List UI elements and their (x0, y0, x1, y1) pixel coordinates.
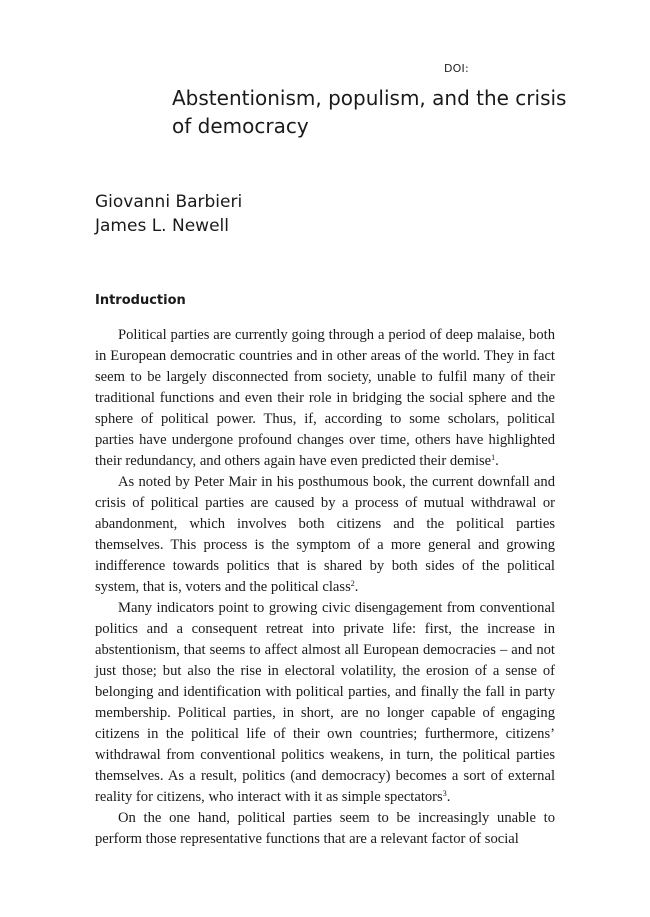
paragraph-end: . (446, 789, 451, 805)
author-name: James L. Newell (95, 216, 229, 236)
footnote-marker[interactable]: 3 (442, 789, 447, 798)
footnote-marker[interactable]: 1 (491, 453, 496, 462)
paragraph-text: Political parties are currently going through a period of deep malaise, both in European democratic countries and in other areas of the world. They in fact seem to be largely disconnected from society, unable to fulfil many of their traditional functions and even their role in bridging the social sphere and the sphere of political power. Thus, if, according to some scholars, political parties have undergone profound changes over time, others have highlighted their redundancy, and others again have even predicted their demise (95, 327, 555, 469)
footnote-marker[interactable]: 2 (350, 579, 355, 588)
paragraph (95, 325, 555, 472)
paragraph-text: As noted by Peter Mair in his posthumous book, the current downfall and crisis of political parties are caused by a process of mutual withdrawal or abandonment, which involves both citizens and the political parties themselves. This process is the symptom of a more general and growing indifference towards politics that is shared by both sides of the political system, that is, voters and the political class (95, 474, 555, 595)
paragraph-text: Many indicators point to growing civic disengagement from conventional politics and a consequent retreat into private life: first, the increase in abstentionism, that seems to affect almost all European democracies – and not just those; but also the rise in electoral volatility, the erosion of a sense of belonging and identification with political parties, and finally the fall in party membership. Political parties, in short, are no longer capable of engaging citizens in the political life of their own countries; furthermore, citizens’ withdrawal from conventional politics weakens, in turn, the political parties themselves. As a result, politics (and democracy) becomes a sort of external reality for citizens, who interact with it as simple spectators (95, 600, 555, 805)
paragraph (95, 598, 555, 808)
author-list (95, 190, 242, 238)
paragraph-text: On the one hand, political parties seem to be increasingly unable to perform those representative functions that are a relevant factor of social (95, 810, 555, 847)
author-name: Giovanni Barbieri (95, 192, 243, 212)
body-text (95, 325, 555, 850)
paragraph (95, 808, 555, 850)
section-heading: Introduction (95, 293, 186, 308)
paragraph-end: . (354, 579, 359, 595)
doi-label: DOI: (444, 62, 469, 75)
paragraph-end: . (495, 453, 499, 469)
paragraph (95, 472, 555, 598)
chapter-title: Abstentionism, populism, and the crisis of democracy (172, 86, 567, 138)
